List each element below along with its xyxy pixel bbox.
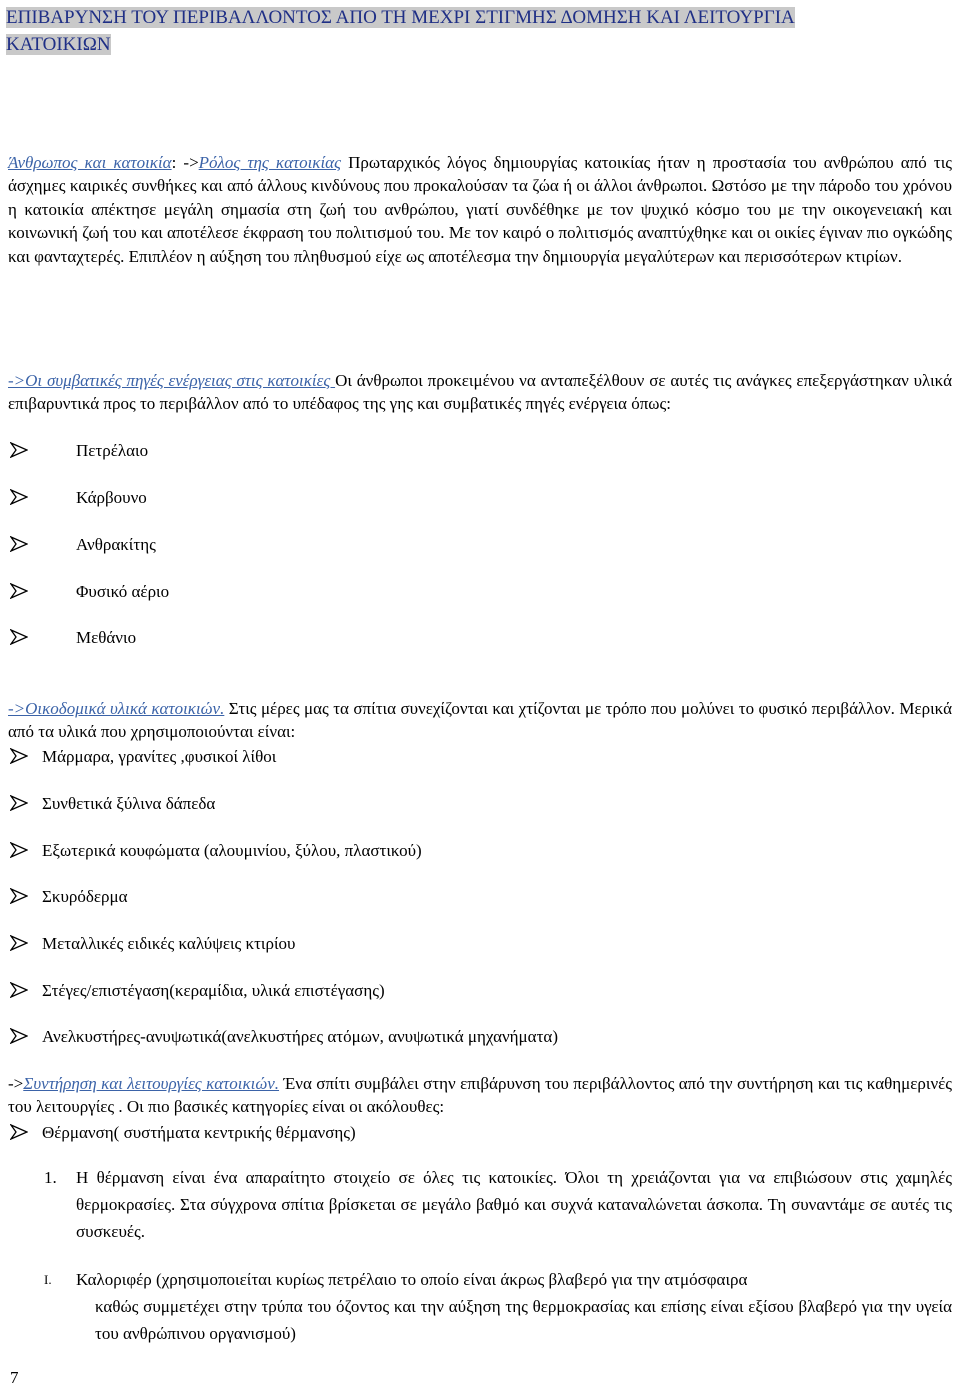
- paragraph-role-of-dwelling: [8, 151, 952, 268]
- list-item-text: Μεθάνιο: [76, 628, 137, 647]
- list-item-text: Μάρμαρα, γρανίτες ,φυσικοί λίθοι: [42, 747, 277, 766]
- paragraph-maintenance: [8, 1072, 952, 1119]
- arrow-bullet-icon: [10, 583, 28, 599]
- arrow-bullet-icon: [10, 795, 28, 811]
- list-item: [10, 626, 137, 650]
- arrow-bullet-icon: [10, 935, 28, 951]
- arrow-bullet-icon: [10, 982, 28, 998]
- list-item-text: Στέγες/επιστέγαση(κεραμίδια, υλικά επιστέγασης): [42, 981, 385, 1000]
- list-item: [10, 745, 277, 769]
- link-building-materials[interactable]: ->Οικοδομικά υλικά κατοικιών.: [8, 699, 225, 718]
- title-line-2: ΚΑΤΟΙΚΙΩΝ: [6, 34, 111, 55]
- document-title: [6, 4, 954, 58]
- list-item: [10, 979, 385, 1003]
- arrow-bullet-icon: [10, 888, 28, 904]
- list-item: [10, 439, 149, 463]
- paragraph-text: Πρωταρχικός λόγος δημιουργίας κατοικίας ήταν η προστασία του ανθρώπου από τις άσχημες καιρικές συνθήκες και από άλλους κινδύνους που προκαλούσαν τα ζώα ή οι άλλοι άνθρωποι. Ωστόσο με την πάροδο του χρόνου η κατοικία απέκτησε μεγάλη σημασία στη ζωή του ανθρώπου, γιατί συνδέθηκε με τον ψυχικό κόσμο του με την οικογενειακή και κοινωνική ζωή του και αποτέλεσε έκφραση του πολιτισμού του. Με τον καιρό ο πολιτισμός αναπτύχθηκε και οι οικίες έγιναν πιο ογκώδης και φανταχτερές. Επιπλέον η αύξηση του πληθυσμού είχε ως αποτέλεσμα την δημιουργία μεγαλύτερων και περισσότερων κτιρίων.: [8, 153, 952, 266]
- paragraph-text: Στις μέρες μας τα σπίτια συνεχίζονται και χτίζονται με τρόπο που μολύνει το φυσικό περιβάλλον. Μερικά από τα υλικά που χρησιμοποιούνται είναι:: [8, 699, 952, 742]
- list-item: [10, 839, 422, 863]
- list-item-heating: [10, 1121, 356, 1145]
- list-item-text: Συνθετικά ξύλινα δάπεδα: [42, 794, 216, 813]
- arrow-prefix: ->: [8, 1074, 24, 1093]
- item-text: Η θέρμανση είναι ένα απαραίτητο στοιχείο σε όλες τις κατοικίες. Όλοι τη χρειάζονται για να επιβιώσουν στις χαμηλές θερμοκρασίες. Στα σύγχρονα σπίτια βρίσκεται σε μεγάλο βαθμό και συχνά καταναλώνεται άσκοπα. Τη συναντάμε σε αυτές τις συσκευές.: [76, 1168, 952, 1241]
- arrow-bullet-icon: [10, 629, 28, 645]
- item-text: [76, 1266, 952, 1347]
- list-item-text: Ανελκυστήρες-ανυψωτικά(ανελκυστήρες ατόμων, ανυψωτικά μηχανήματα): [42, 1027, 558, 1046]
- list-item-text: Ανθρακίτης: [76, 535, 156, 554]
- arrow-bullet-icon: [10, 1028, 28, 1044]
- list-item-text: Σκυρόδερμα: [42, 887, 128, 906]
- arrow-bullet-icon: [10, 536, 28, 552]
- arrow-bullet-icon: [10, 442, 28, 458]
- list-item: [10, 533, 156, 557]
- item-number: I.: [44, 1272, 52, 1287]
- arrow-bullet-icon: [10, 1124, 28, 1140]
- list-item: [10, 932, 296, 956]
- paragraph-text: Οι άνθρωποι προκειμένου να ανταπεξέλθουν σε αυτές τις ανάγκες επεξεργάστηκαν υλικά επιβαρυντικά προς το περιβάλλον από το υπέδαφος της γης και συμβατικές πηγές ενέργεια όπως:: [8, 371, 952, 414]
- list-item-text: Εξωτερικά κουφώματα (αλουμινίου, ξύλου, πλαστικού): [42, 841, 422, 860]
- link-energy-sources[interactable]: ->Οι συμβατικές πηγές ενέργειας στις κατοικίες: [8, 371, 336, 390]
- arrow-bullet-icon: [10, 489, 28, 505]
- item-first-line: Καλοριφέρ (χρησιμοποιείται κυρίως πετρέλαιο το οποίο είναι άκρως βλαβερό για την ατμόσφαιρα: [76, 1270, 748, 1289]
- item-continuation: καθώς συμμετέχει στην τρύπα του όζοντος και την αύξηση της θερμοκρασίας και επίσης είναι εξίσου βλαβερό για την υγεία του ανθρώπινου οργανισμού): [95, 1297, 952, 1343]
- link-maintenance[interactable]: Συντήρηση και λειτουργίες κατοικιών.: [23, 1074, 280, 1093]
- list-item: [10, 1025, 558, 1049]
- list-item: [10, 486, 147, 510]
- paragraph-text: Ένα σπίτι συμβάλει στην επιβάρυνση του περιβάλλοντος από την συντήρηση και τις καθημερινές του λειτουργίες . Οι πιο βασικές κατηγορίες είναι οι ακόλουθες:: [8, 1074, 952, 1117]
- page-number: 7: [10, 1368, 19, 1387]
- link-rolos-katoikias[interactable]: Ρόλος της κατοικίας: [198, 153, 342, 172]
- paragraph-energy-sources: [8, 369, 952, 416]
- arrow-bullet-icon: [10, 748, 28, 764]
- list-item: [10, 792, 216, 816]
- paragraph-building-materials: [8, 697, 952, 744]
- list-item-text: Πετρέλαιο: [76, 441, 149, 460]
- separator: : ->: [171, 153, 199, 172]
- list-item: [10, 580, 170, 604]
- link-anthropos-kai-katoikia[interactable]: Άνθρωπος και κατοικία: [8, 153, 172, 172]
- arrow-bullet-icon: [10, 842, 28, 858]
- title-line-1: ΕΠΙΒΑΡΥΝΣΗ ΤΟΥ ΠΕΡΙΒΑΛΛΟΝΤΟΣ ΑΠΟ ΤΗ ΜΕΧΡΙ ΣΤΙΓΜΗΣ ΔΟΜΗΣΗ ΚΑΙ ΛΕΙΤΟΥΡΓΙΑ: [6, 7, 795, 28]
- list-item: [10, 885, 128, 909]
- list-item-text: Κάρβουνο: [76, 488, 147, 507]
- list-item-text: Μεταλλικές ειδικές καλύψεις κτιρίου: [42, 934, 296, 953]
- list-item-text: Θέρμανση( συστήματα κεντρικής θέρμανσης): [42, 1123, 356, 1142]
- item-number: 1.: [44, 1168, 57, 1187]
- list-item-text: Φυσικό αέριο: [76, 582, 170, 601]
